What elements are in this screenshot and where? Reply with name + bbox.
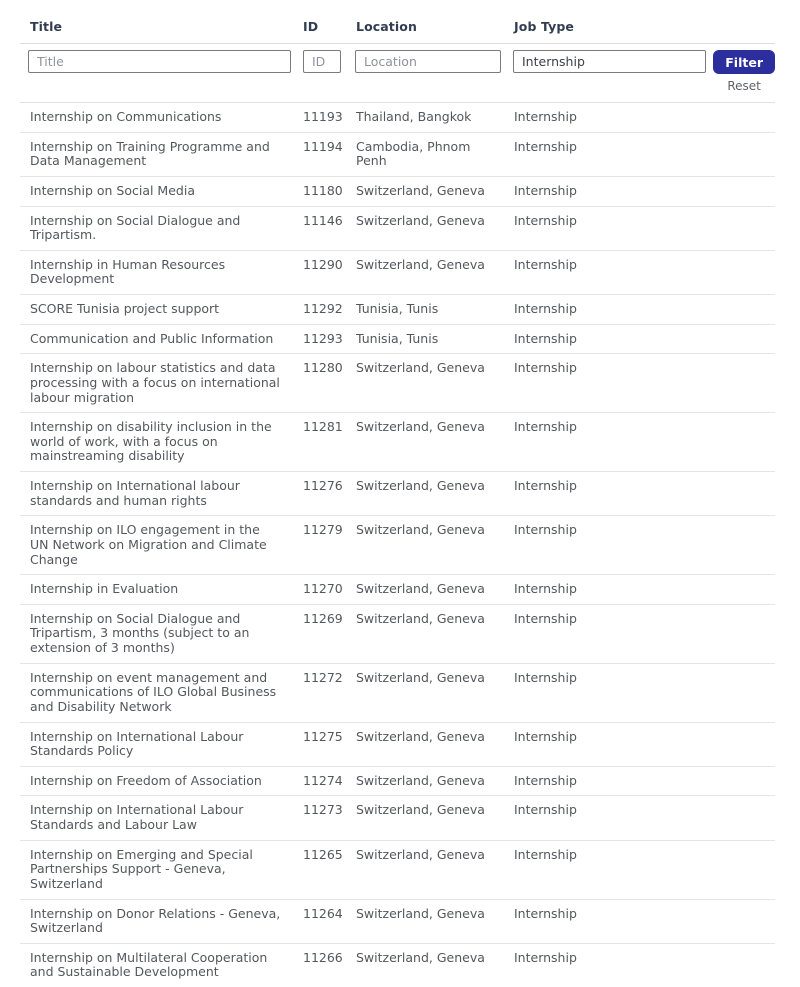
column-header-title: Title [30,19,63,34]
job-id-cell: 11146 [303,212,343,228]
job-location-cell: Switzerland, Geneva [356,182,485,198]
job-title-cell[interactable]: Internship on International labour standards and human rights [30,478,240,508]
job-title-cell[interactable]: Internship on event management and communications of ILO Global Business and Disability Network [30,669,277,714]
job-id-cell: 11265 [303,846,343,862]
job-title-cell[interactable]: Internship on Donor Relations - Geneva, Switzerland [30,905,281,936]
job-type-cell: Internship [514,610,577,626]
table-row[interactable] [20,354,775,413]
job-id-cell: 11293 [303,330,343,346]
table-row[interactable] [20,664,775,723]
table-row[interactable] [20,251,775,295]
job-title-cell[interactable]: Internship on ILO engagement in the UN Network on Migration and Climate Change [30,522,267,567]
job-type-cell: Internship [514,728,577,744]
job-id-cell: 11269 [303,610,343,626]
job-id-cell: 11274 [303,772,343,788]
job-title-cell[interactable]: Internship on Communications [30,109,222,124]
reset-link[interactable]: Reset [727,79,761,93]
job-id-cell: 11275 [303,728,343,744]
job-id-cell: 11280 [303,360,343,376]
jobs-table-body [20,103,775,987]
job-location-cell: Switzerland, Geneva [356,610,485,626]
filter-actions [713,50,775,93]
job-type-cell: Internship [514,772,577,788]
job-id-cell: 11273 [303,802,343,818]
job-id-cell: 11266 [303,949,343,965]
job-title-cell[interactable]: Internship on International Labour Standards Policy [30,728,244,759]
job-type-cell: Internship [514,478,577,493]
table-row[interactable] [20,177,775,207]
job-location-cell: Tunisia, Tunis [356,301,439,316]
job-type-cell: Internship [514,581,577,597]
table-row[interactable] [20,767,775,797]
job-type-cell: Internship [514,212,577,228]
job-id-cell: 11272 [303,669,343,685]
job-type-cell: Internship [514,301,577,316]
job-title-cell[interactable]: SCORE Tunisia project support [30,301,220,316]
column-header-job-type: Job Type [514,19,574,34]
table-row[interactable] [20,723,775,767]
table-row[interactable] [20,944,775,987]
table-row[interactable] [20,413,775,472]
filter-button[interactable]: Filter [713,50,775,74]
job-type-cell: Internship [514,669,577,685]
table-row[interactable] [20,575,775,605]
job-location-cell: Switzerland, Geneva [356,212,485,228]
job-title-cell[interactable]: Internship on labour statistics and data processing with a focus on international labour migration [30,360,280,405]
job-type-cell: Internship [514,330,577,346]
job-title-cell[interactable]: Internship in Evaluation [30,581,179,597]
job-id-cell: 11180 [303,182,343,198]
jobs-filter-table [20,0,775,987]
table-row[interactable] [20,103,775,133]
table-row[interactable] [20,133,775,177]
job-id-cell: 11264 [303,905,343,921]
job-title-cell[interactable]: Internship in Human Resources Development [30,256,226,287]
job-location-cell: Switzerland, Geneva [356,772,485,788]
job-title-cell[interactable]: Communication and Public Information [30,330,274,346]
job-location-cell: Switzerland, Geneva [356,905,485,921]
location-filter-input[interactable] [355,50,501,73]
job-location-cell: Switzerland, Geneva [356,728,485,744]
job-type-cell: Internship [514,109,577,124]
id-filter-input[interactable] [303,50,341,73]
job-type-cell: Internship [514,802,577,818]
column-header-location: Location [356,19,417,34]
table-row[interactable] [20,295,775,325]
job-id-cell: 11193 [303,109,343,124]
job-location-cell: Switzerland, Geneva [356,478,485,493]
job-title-cell[interactable]: Internship on disability inclusion in the world of work, with a focus on mainstreaming disability [30,419,272,464]
job-id-cell: 11276 [303,478,343,493]
job-location-cell: Switzerland, Geneva [356,802,485,818]
table-row[interactable] [20,472,775,516]
job-location-cell: Switzerland, Geneva [356,360,485,376]
job-location-cell: Switzerland, Geneva [356,669,485,685]
job-location-cell: Tunisia, Tunis [356,330,439,346]
job-location-cell: Switzerland, Geneva [356,846,485,862]
job-location-cell: Switzerland, Geneva [356,419,485,435]
job-type-cell: Internship [514,419,577,435]
table-row[interactable] [20,516,775,575]
table-row[interactable] [20,605,775,664]
column-header-id: ID [303,19,319,34]
table-row[interactable] [20,841,775,900]
table-row[interactable] [20,900,775,944]
job-location-cell: Cambodia, Phnom Penh [356,138,471,169]
job-title-cell[interactable]: Internship on International Labour Standards and Labour Law [30,802,244,832]
job-location-cell: Switzerland, Geneva [356,256,485,272]
job-location-cell: Thailand, Bangkok [356,109,472,124]
table-row[interactable] [20,325,775,355]
title-filter-cell [20,50,303,73]
job-type-cell: Internship [514,949,577,965]
job-type-cell: Internship [514,905,577,921]
job-type-cell: Internship [514,522,577,538]
job-id-cell: 11270 [303,581,343,597]
job-type-cell: Internship [514,138,577,154]
table-row[interactable] [20,207,775,251]
job-id-cell: 11290 [303,256,343,272]
job-id-cell: 11292 [303,301,343,316]
filter-row [20,44,775,103]
table-header-row [20,0,775,44]
job-id-cell: 11279 [303,522,343,538]
job-id-cell: 11281 [303,419,343,435]
job-title-cell[interactable]: Internship on Multilateral Cooperation and Sustainable Development [30,949,268,980]
job-type-filter-cell [514,50,775,93]
job-title-cell[interactable]: Internship on Emerging and Special Partnerships Support - Geneva, Switzerland [30,846,253,891]
job-type-cell: Internship [514,846,577,862]
location-filter-cell [356,50,514,73]
table-row[interactable] [20,796,775,840]
job-title-cell[interactable]: Internship on Training Programme and Data Management [30,138,270,169]
job-location-cell: Switzerland, Geneva [356,522,485,538]
job-id-cell: 11194 [303,138,343,154]
job-title-cell[interactable]: Internship on Social Dialogue and Tripartism. [30,212,241,243]
id-filter-cell [303,50,356,73]
job-location-cell: Switzerland, Geneva [356,949,485,965]
job-type-filter-input[interactable] [513,50,706,73]
job-type-cell: Internship [514,256,577,272]
job-title-cell[interactable]: Internship on Social Dialogue and Tripartism, 3 months (subject to an extension of 3 months) [30,610,250,655]
job-type-cell: Internship [514,360,577,376]
job-title-cell[interactable]: Internship on Social Media [30,182,195,198]
title-filter-input[interactable] [28,50,291,73]
job-type-cell: Internship [514,182,577,198]
job-location-cell: Switzerland, Geneva [356,581,485,597]
job-title-cell[interactable]: Internship on Freedom of Association [30,772,262,788]
